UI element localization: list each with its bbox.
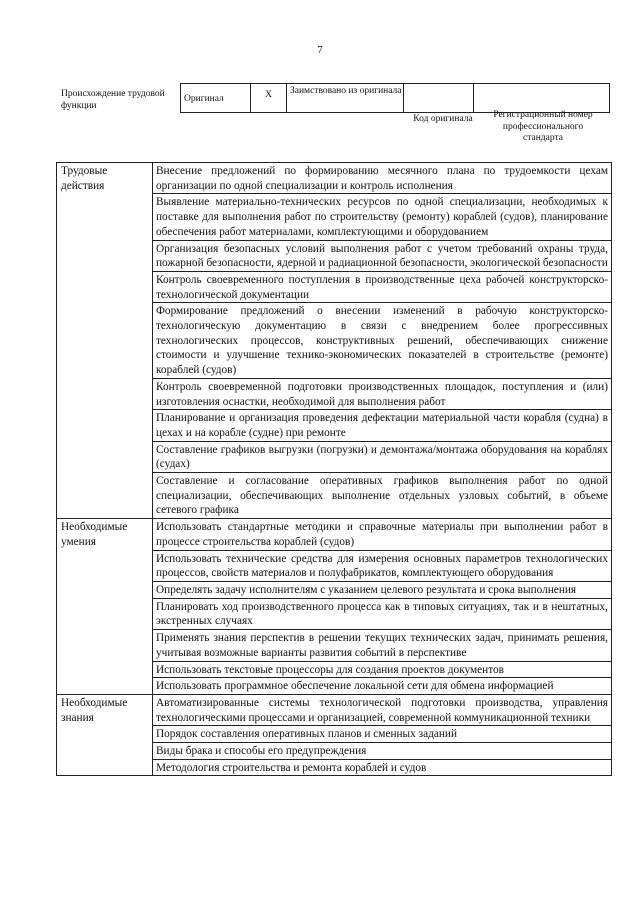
section-item: Формирование предложений о внесении изменений в рабочую конструкторско-технологическую документацию в связи с внедрением более прогрессивных технологических процессов, конструктивных решений, обеспечивающих снижение стоимости и улучшение технико-экономических показателей в строительстве (ремонте) кораблей (судов) xyxy=(153,303,612,379)
section-title: Необходимые знания xyxy=(57,694,153,776)
origin-label: Происхождение трудовой функции xyxy=(61,89,165,111)
origin-code-cell xyxy=(404,84,474,112)
table-row xyxy=(57,694,612,725)
origin-mark-cell: X xyxy=(251,84,287,112)
section-item: Составление и согласование оперативных графиков выполнения работ по одной специализации, обеспечивающих выполнение отдельных узловых событий, в объеме сетевого графика xyxy=(153,473,612,519)
section-item: Использовать текстовые процессоры для создания проектов документов xyxy=(153,661,612,678)
section-title: Необходимые умения xyxy=(57,519,153,695)
origin-box xyxy=(180,83,610,113)
section-item: Методология строительства и ремонта кораблей и судов xyxy=(153,759,612,776)
section-item: Организация безопасных условий выполнения работ с учетом требований охраны труда, пожарной безопасности, ядерной и радиационной безопасности, экологической безопасности xyxy=(153,240,612,271)
section-item: Планирование и организация проведения дефектации материальной части корабля (судна) в цехах и на корабле (судне) при ремонте xyxy=(153,410,612,441)
section-item: Внесение предложений по формированию месячного плана по трудоемкости цехам организации по одной специализации и контроль исполнения xyxy=(153,163,612,194)
section-title: Трудовые действия xyxy=(57,163,153,519)
section-item: Автоматизированные системы технологической подготовки производства, управления технологическими процессами и организацией, современной коммуникационной техники xyxy=(153,694,612,725)
section-item: Выявление материально-технических ресурсов по одной специализации, необходимых к поставке для выполнения работ по строительству (ремонту) кораблей (судов), планирование обеспечения работ материалами, комплектующими и оборудованием xyxy=(153,194,612,240)
section-item: Порядок составления оперативных планов и сменных заданий xyxy=(153,726,612,743)
section-item: Использовать стандартные методики и справочные материалы при выполнении работ в процессе строительства кораблей (судов) xyxy=(153,519,612,550)
section-item: Контроль своевременной подготовки производственных площадок, поступления и (или) изготовления оснастки, необходимой для выполнения работ xyxy=(153,378,612,409)
section-item: Контроль своевременного поступления в производственные цеха рабочей конструкторско-технологической документации xyxy=(153,271,612,302)
table-row xyxy=(57,519,612,550)
section-item: Применять знания перспектив в решении текущих технических задач, принимать решения, учитывая возможные варианты развития событий в перспективе xyxy=(153,630,612,661)
origin-original-cell: Оригинал xyxy=(181,84,251,112)
section-item: Использовать программное обеспечение локальной сети для обмена информацией xyxy=(153,678,612,695)
section-item: Планировать ход производственного процесса как в типовых ситуациях, так и в нештатных, экстренных случаях xyxy=(153,598,612,629)
section-item: Составление графиков выгрузки (погрузки) и демонтажа/монтажа оборудования на кораблях (судах) xyxy=(153,441,612,472)
origin-reg-number-cell xyxy=(474,84,609,112)
section-item: Виды брака и способы его предупреждения xyxy=(153,743,612,760)
page-number: 7 xyxy=(317,44,323,56)
section-item: Использовать технические средства для измерения основных параметров технологических процессов, свойств материалов и полуфабрикатов, комплектующего оборудования xyxy=(153,550,612,581)
origin-code-caption: Код оригинала xyxy=(413,114,473,124)
function-table xyxy=(56,162,612,776)
section-item: Определять задачу исполнителям с указанием целевого результата и срока выполнения xyxy=(153,581,612,598)
table-row xyxy=(57,163,612,194)
origin-borrowed-cell: Заимствовано из оригинала xyxy=(287,84,404,112)
origin-reg-caption: Регистрационный номер профессионального стандарта xyxy=(493,110,593,143)
